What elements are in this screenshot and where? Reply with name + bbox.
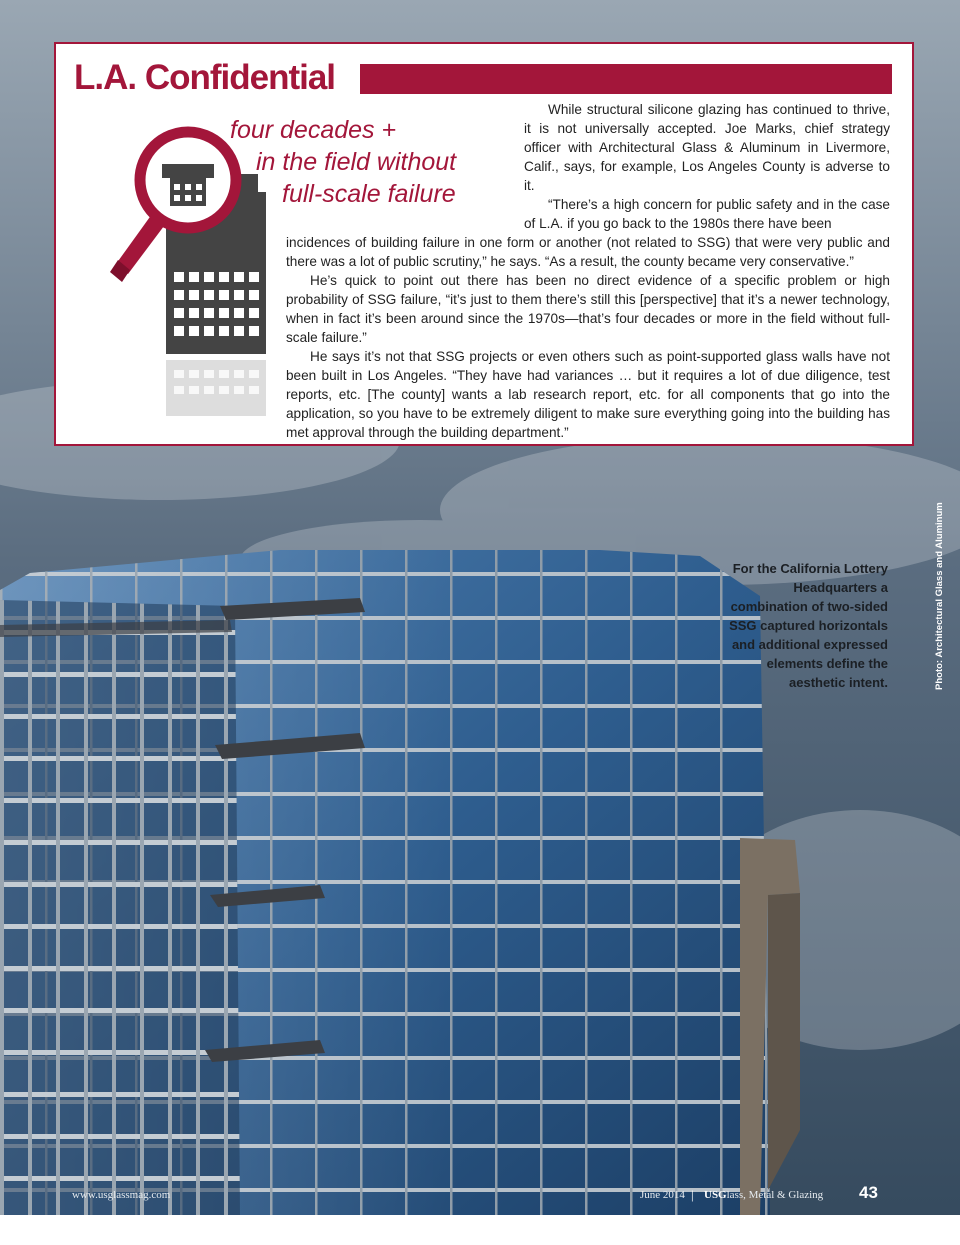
paragraph: While structural silicone glazing has continued to thrive, it is not universally accepted. Joe Marks, chief strategy officer with Architectural Glass & Aluminum in Livermore, Calif., says, for example, Los Angeles County is adverse to it. (524, 102, 890, 193)
paragraph: incidences of building failure in one form or another (not related to SSG) that were very public and there was a lot of public scrutiny,” he says. “As a result, the county became very conservative.” (286, 235, 890, 269)
photo-credit: Photo: Architectural Glass and Aluminum (934, 502, 945, 690)
footer-url[interactable]: www.usglassmag.com (72, 1189, 171, 1201)
footer-magazine-name (704, 1189, 823, 1201)
magazine-name-bold: USG (704, 1189, 727, 1201)
pull-quote (226, 116, 506, 216)
page-number: 43 (859, 1183, 878, 1202)
article-body-top (524, 100, 890, 233)
footer-date: June 2014 (640, 1189, 685, 1201)
sidebar-article-box (54, 42, 914, 446)
sidebar-title: L.A. Confidential (74, 58, 336, 97)
paragraph: He says it’s not that SSG projects or even others such as point-supported glass walls have not been built in Los Angeles. “They have had variances … but it requires a lot of due diligence, test reports, etc. [The county] wants a lab research report, etc. for all components that go into the application, so you have to be extremely diligent to make sure everything going into the building has met approval through the building department.” (286, 349, 890, 440)
photo-caption: For the California Lottery Headquarters a combination of two-sided SSG captured horizontals and additional expressed elements define the aesthetic intent. (729, 561, 888, 690)
pull-quote-line: in the field without (256, 148, 457, 176)
pull-quote-line: full-scale failure (282, 180, 456, 208)
paragraph: “There’s a high concern for public safety and in the case of L.A. if you go back to the 1980s there have been (524, 197, 890, 231)
footer-separator: | (691, 1187, 694, 1202)
pull-quote-line: four decades + (230, 116, 397, 144)
paragraph: He’s quick to point out there has been no direct evidence of a specific problem or high probability of SSG failure, “it’s just to them there’s still this [perspective] that it’s a newer technology, when in fact it’s been around since the 1970s—that’s four decades or more in the field without full-scale failure.” (286, 273, 890, 345)
article-body-full (286, 233, 890, 442)
page-footer (0, 1180, 960, 1210)
title-accent-bar (360, 64, 892, 94)
magazine-name-rest: lass, Metal & Glazing (726, 1189, 824, 1201)
